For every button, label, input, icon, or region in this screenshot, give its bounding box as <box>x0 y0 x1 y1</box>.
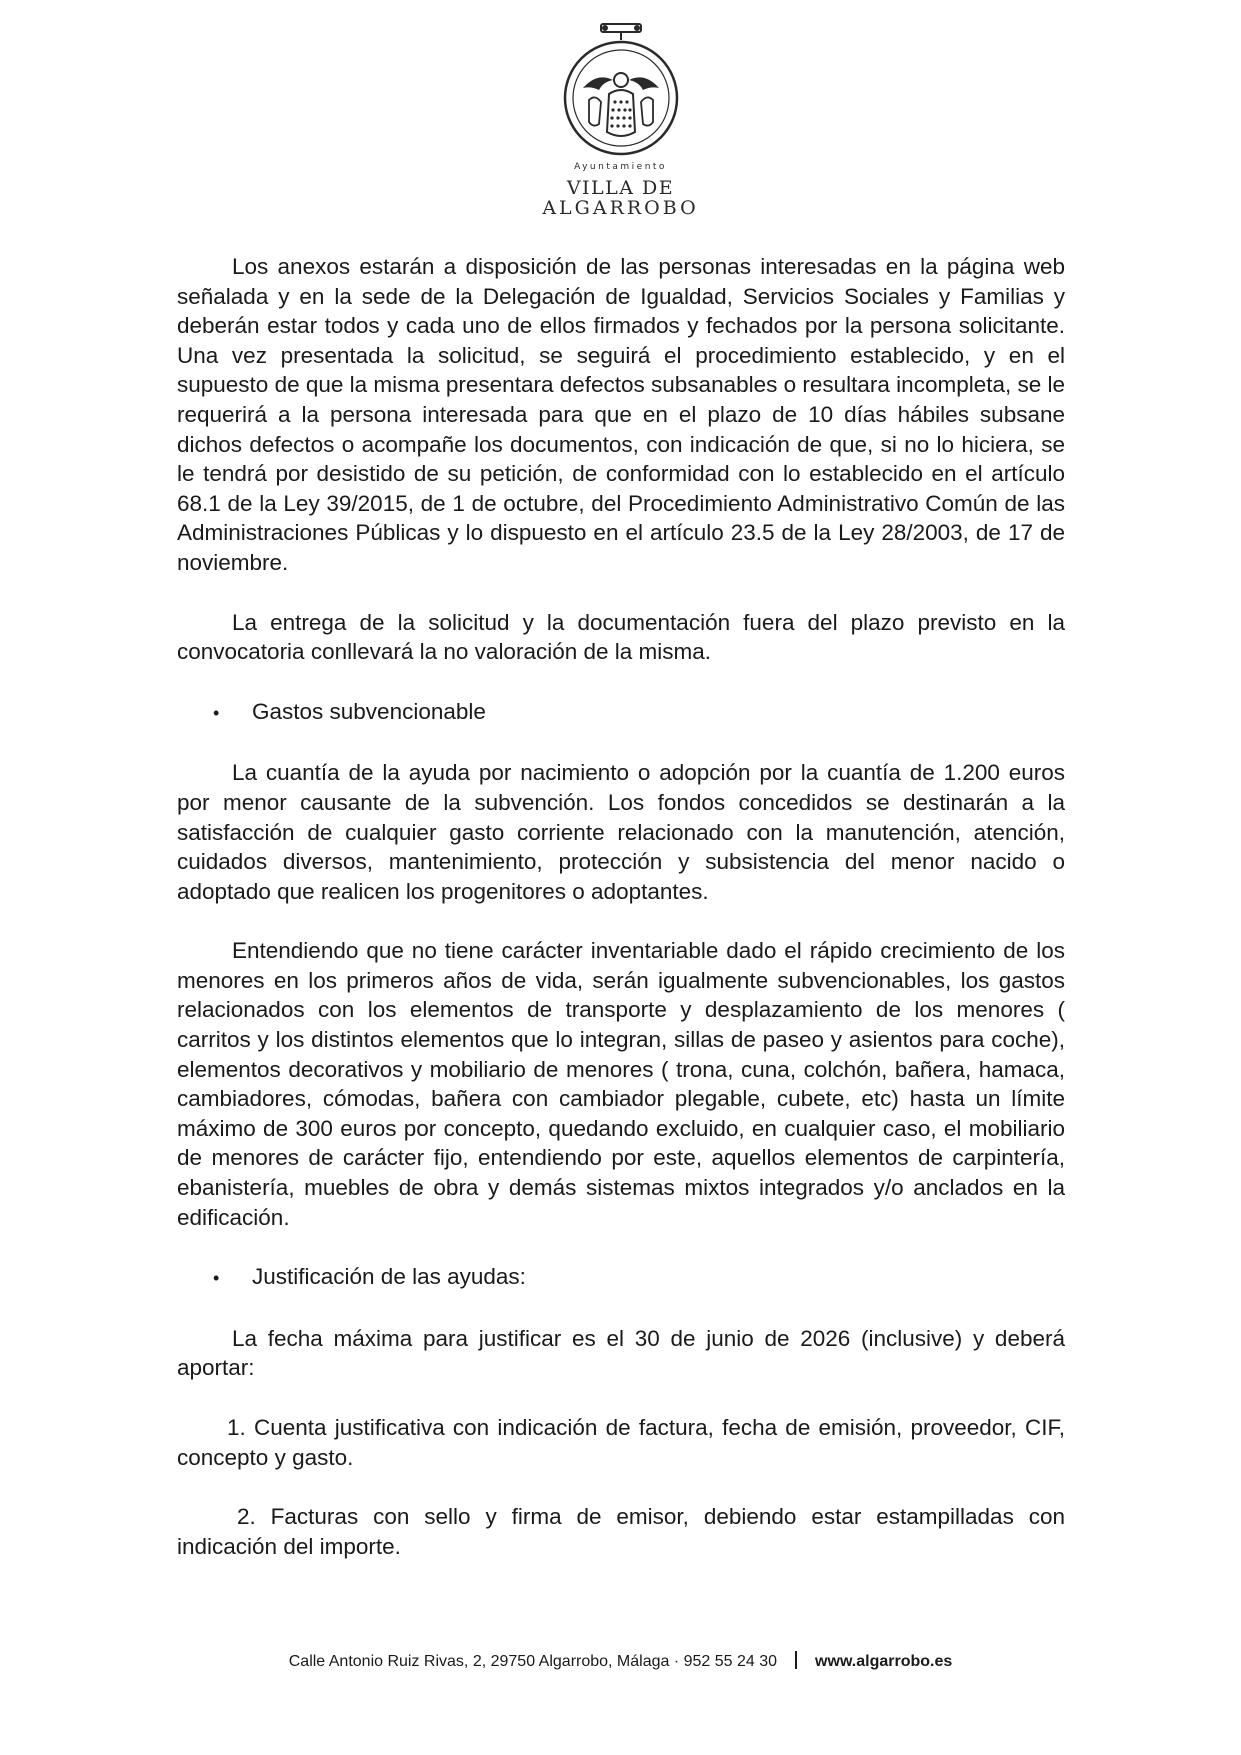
page-footer <box>0 1651 1241 1671</box>
list-item-facturas: 2. Facturas con sello y firma de emisor, debiendo estar estampilladas con indicación del importe. <box>177 1504 1065 1559</box>
municipal-seal-icon <box>561 20 681 160</box>
document-body <box>177 252 1065 1561</box>
bullet-icon: • <box>213 1268 220 1289</box>
footer-address: Calle Antonio Ruiz Rivas, 2, 29750 Algarrobo, Málaga · 952 55 24 30 <box>288 1653 778 1670</box>
bullet-icon: • <box>213 702 220 723</box>
logo-algarrobo-text: ALGARROBO <box>542 197 699 219</box>
logo-villa-de-text: VILLA DE <box>566 177 675 199</box>
footer-website-link[interactable]: www.algarrobo.es <box>815 1653 953 1670</box>
paragraph-entrega: La entrega de la solicitud y la documentación fuera del plazo previsto en la convocatoria conllevará la no valoración de la misma. <box>177 609 1065 665</box>
paragraph-cuantia: La cuantía de la ayuda por nacimiento o adopción por la cuantía de 1.200 euros por menor causante de la subvención. Los fondos concedidos se destinarán a la satisfacción de cualquier gasto corriente relacionado con la manutención, atención, cuidados diversos, mantenimiento, protección y subsistencia del menor nacido o adoptado que realicen los progenitores o adoptantes. <box>177 760 1065 904</box>
paragraph-fecha-maxima: La fecha máxima para justificar es el 30 de junio de 2026 (inclusive) y deberá aportar: <box>177 1325 1065 1381</box>
footer-divider <box>795 1651 797 1669</box>
paragraph-entendiendo: Entendiendo que no tiene carácter inventariable dado el rápido crecimiento de los menores en los primeros años de vida, serán igualmente subvencionables, los gastos relacionados con los elementos de transporte y desplazamiento de los menores ( carritos y los distintos elementos que lo integran, sillas de paseo y asientos para coche), elementos decorativos y mobiliario de menores ( trona, cuna, colchón, bañera, hamaca, cambiadores, cómodas, bañera con cambiador plegable, cubete, etc) hasta un límite máximo de 300 euros por concepto, quedando excluido, en cualquier caso, el mobiliario de menores de carácter fijo, entendiendo por este, aquellos elementos de carpintería, ebanistería, muebles de obra y demás sistemas mixtos integrados y/o anclados en la edificación. <box>177 938 1065 1230</box>
section-heading-justificacion <box>177 1262 1065 1294</box>
letterhead <box>0 20 1241 218</box>
list-item-cuenta: 1. Cuenta justificativa con indicación de factura, fecha de emisión, proveedor, CIF, concepto y gasto. <box>177 1415 1065 1470</box>
logo-ayuntamiento-text: Ayuntamiento <box>574 162 667 172</box>
section-heading-gastos <box>177 697 1065 729</box>
heading-justificacion-label: Justificación de las ayudas: <box>252 1264 526 1290</box>
heading-gastos-label: Gastos subvencionable <box>252 698 486 724</box>
paragraph-anexos: Los anexos estarán a disposición de las personas interesadas en la página web señalada y en la sede de la Delegación de Igualdad, Servicios Sociales y Familias y deberán estar todos y cada uno de ellos firmados y fechados por la persona solicitante. Una vez presentada la solicitud, se seguirá el procedimiento establecido, y en el supuesto de que la misma presentara defectos subsanables o resultara incompleta, se le requerirá a la persona interesada para que en el plazo de 10 días hábiles subsane dichos defectos o acompañe los documentos, con indicación de que, si no lo hiciera, se le tendrá por desistido de su petición, de conformidad con lo establecido en el artículo 68.1 de la Ley 39/2015, de 1 de octubre, del Procedimiento Administrativo Común de las Administraciones Públicas y lo dispuesto en el artículo 23.5 de la Ley 28/2003, de 17 de noviembre. <box>177 254 1066 575</box>
